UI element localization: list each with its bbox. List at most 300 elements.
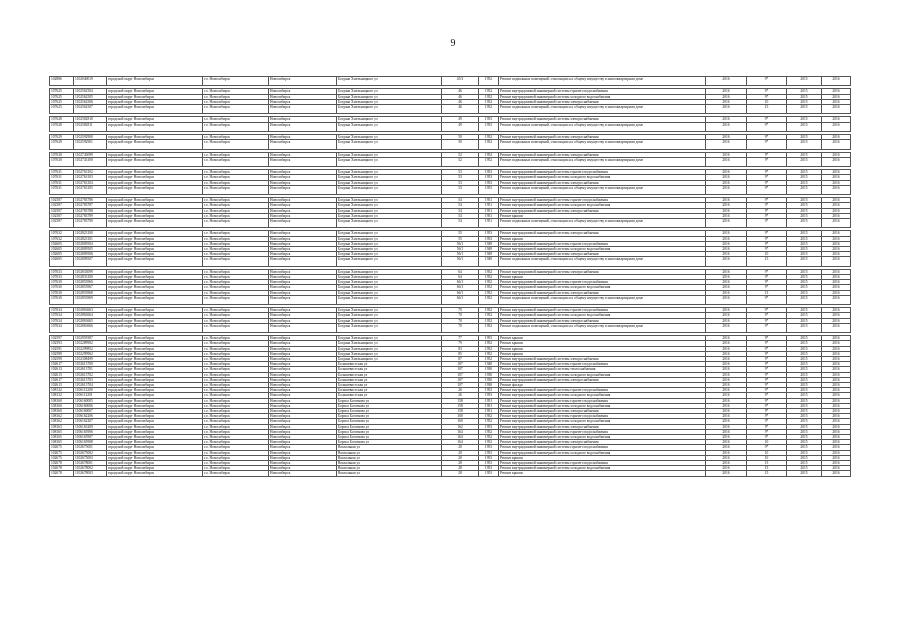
build-year-cell: 1952 — [479, 440, 499, 445]
street-cell: Богдана Хмельницкого ул — [337, 290, 442, 295]
locality-cell: Новосибирск — [269, 117, 337, 122]
street-cell: Вокзальная ул — [337, 466, 442, 471]
build-year-cell: 1940 — [479, 362, 499, 367]
build-year-cell: 1952 — [479, 285, 499, 290]
plan-year-cell: 2016 — [706, 466, 747, 471]
build-year-cell: 1953 — [479, 231, 499, 236]
record-id-cell: 107634 — [50, 323, 74, 332]
start-year-cell: 2015 — [787, 388, 822, 393]
house-number-cell: 66/1 — [442, 280, 479, 285]
municipal-district-cell: городской округ Новосибирск — [107, 213, 203, 218]
end-year-cell: 2016 — [822, 435, 851, 440]
start-year-cell: 2015 — [787, 341, 822, 346]
municipal-district-cell: городской округ Новосибирск — [107, 274, 203, 279]
end-year-cell: 2016 — [822, 377, 851, 382]
plan-year-cell: 2016 — [706, 241, 747, 246]
street-cell: Вокзальная ул — [337, 461, 442, 466]
plan-year-cell: 2016 — [706, 77, 747, 86]
street-cell: Богдана Хмельницкого ул — [337, 318, 442, 323]
municipal-district-cell: городской округ Новосибирск — [107, 393, 203, 398]
street-cell: Бориса Богаткова ул — [337, 409, 442, 414]
work-type-cell: Ремонт внутридомовой инженерной системы электроснабжения — [499, 357, 706, 362]
work-type-cell: Ремонт подвальных помещений, относящихся к общему имуществу в многоквартирном доме — [499, 122, 706, 131]
plan-year-cell: 2016 — [706, 198, 747, 203]
object-code-cell: 1102308499 — [74, 357, 107, 362]
program-table-sheet — [49, 76, 850, 477]
municipal-district-cell: городской округ Новосибирск — [107, 455, 203, 460]
record-id-cell: 107625 — [50, 105, 74, 114]
plan-year-cell: 2016 — [706, 152, 747, 157]
priority-cell: 9* — [747, 269, 787, 274]
object-code-cell: 1102678003 — [74, 471, 107, 476]
house-number-cell: 79 — [442, 341, 479, 346]
object-code-cell: 1102853968 — [74, 290, 107, 295]
start-year-cell: 2015 — [787, 185, 822, 194]
priority-cell: 9* — [747, 208, 787, 213]
locality-cell: Новосибирск — [269, 461, 337, 466]
house-number-cell: 70 — [442, 318, 479, 323]
locality-cell: Новосибирск — [269, 466, 337, 471]
end-year-cell: 2016 — [822, 152, 851, 157]
locality-cell: Новосибирск — [269, 341, 337, 346]
priority-cell: 9* — [747, 403, 787, 408]
work-type-cell: Ремонт внутридомовой инженерной системы электроснабжения — [499, 409, 706, 414]
priority-cell: 9* — [747, 213, 787, 218]
object-code-cell: 1102863665 — [74, 318, 107, 323]
house-number-cell: 55 — [442, 236, 479, 241]
build-year-cell: 1952 — [479, 308, 499, 313]
work-type-cell: Ремонт крыши — [499, 336, 706, 341]
object-code-cell: 1102582811 — [74, 122, 107, 131]
priority-cell: 9* — [747, 140, 787, 149]
house-number-cell: 107 — [442, 367, 479, 372]
priority-cell: 9* — [747, 336, 787, 341]
locality-cell: Новосибирск — [269, 351, 337, 356]
settlement-area-cell: г.о. Новосибирск — [203, 152, 269, 157]
object-code-cell: 1102562505 — [74, 94, 107, 99]
priority-cell: 9* — [747, 318, 787, 323]
municipal-district-cell: городской округ Новосибирск — [107, 105, 203, 114]
locality-cell: Новосибирск — [269, 203, 337, 208]
street-cell: Богдана Хмельницкого ул — [337, 89, 442, 94]
record-id-cell: 102587 — [50, 208, 74, 213]
record-id-cell: 102597 — [50, 336, 74, 341]
work-type-cell: Ремонт внутридомовой инженерной системы холодного водоснабжения — [499, 466, 706, 471]
priority-cell: 9* — [747, 398, 787, 403]
settlement-area-cell: г.о. Новосибирск — [203, 175, 269, 180]
settlement-area-cell: г.о. Новосибирск — [203, 269, 269, 274]
end-year-cell: 2016 — [822, 252, 851, 257]
street-cell: Богдана Хмельницкого ул — [337, 285, 442, 290]
plan-year-cell: 2016 — [706, 285, 747, 290]
settlement-area-cell: г.о. Новосибирск — [203, 409, 269, 414]
object-code-cell: 1102863666 — [74, 323, 107, 332]
plan-year-cell: 2016 — [706, 140, 747, 149]
build-year-cell: 1953 — [479, 236, 499, 241]
municipal-district-cell: городской округ Новосибирск — [107, 367, 203, 372]
settlement-area-cell: г.о. Новосибирск — [203, 280, 269, 285]
locality-cell: Новосибирск — [269, 440, 337, 445]
locality-cell: Новосибирск — [269, 269, 337, 274]
plan-year-cell: 2016 — [706, 257, 747, 266]
locality-cell: Новосибирск — [269, 295, 337, 304]
settlement-area-cell: г.о. Новосибирск — [203, 231, 269, 236]
locality-cell: Новосибирск — [269, 435, 337, 440]
plan-year-cell: 2016 — [706, 323, 747, 332]
municipal-district-cell: городской округ Новосибирск — [107, 175, 203, 180]
build-year-cell: 1952 — [479, 351, 499, 356]
plan-year-cell: 2016 — [706, 231, 747, 236]
end-year-cell: 2016 — [822, 429, 851, 434]
end-year-cell: 2016 — [822, 185, 851, 194]
locality-cell: Новосибирск — [269, 77, 337, 86]
plan-year-cell: 2016 — [706, 218, 747, 227]
table-row — [50, 218, 851, 227]
street-cell: Бориса Богаткова ул — [337, 440, 442, 445]
settlement-area-cell: г.о. Новосибирск — [203, 246, 269, 251]
object-code-cell: 1106162207 — [74, 419, 107, 424]
settlement-area-cell: г.о. Новосибирск — [203, 218, 269, 227]
settlement-area-cell: г.о. Новосибирск — [203, 257, 269, 266]
street-cell: Богдана Хмельницкого ул — [337, 175, 442, 180]
start-year-cell: 2015 — [787, 313, 822, 318]
municipal-district-cell: городской округ Новосибирск — [107, 313, 203, 318]
start-year-cell: 2015 — [787, 318, 822, 323]
municipal-district-cell: городской округ Новосибирск — [107, 450, 203, 455]
priority-cell: 9* — [747, 218, 787, 227]
settlement-area-cell: г.о. Новосибирск — [203, 357, 269, 362]
plan-year-cell: 2016 — [706, 346, 747, 351]
settlement-area-cell: г.о. Новосибирск — [203, 424, 269, 429]
plan-year-cell: 2016 — [706, 471, 747, 476]
object-code-cell: 1102959387 — [74, 336, 107, 341]
table-row — [50, 77, 851, 86]
street-cell: Богдана Хмельницкого ул — [337, 357, 442, 362]
work-type-cell: Ремонт внутридомовой инженерной системы горячего водоснабжения — [499, 198, 706, 203]
house-number-cell: 55 — [442, 231, 479, 236]
house-number-cell: 164 — [442, 435, 479, 440]
record-id-cell: 107630 — [50, 295, 74, 304]
build-year-cell: 1930 — [479, 372, 499, 377]
end-year-cell: 2016 — [822, 351, 851, 356]
settlement-area-cell: г.о. Новосибирск — [203, 213, 269, 218]
settlement-area-cell: г.о. Новосибирск — [203, 252, 269, 257]
house-number-cell: 164 — [442, 429, 479, 434]
priority-cell: 9* — [747, 94, 787, 99]
start-year-cell: 2015 — [787, 208, 822, 213]
object-code-cell: 1102833099 — [74, 269, 107, 274]
street-cell: Бориса Богаткова ул — [337, 435, 442, 440]
house-number-cell: 45/3 — [442, 77, 479, 86]
build-year-cell: 1952 — [479, 313, 499, 318]
locality-cell: Новосибирск — [269, 388, 337, 393]
work-type-cell: Ремонт внутридомовой инженерной системы горячего водоснабжения — [499, 429, 706, 434]
street-cell: Большевистская ул — [337, 367, 442, 372]
record-id-cell: 102587 — [50, 213, 74, 218]
record-id-cell: 102599 — [50, 357, 74, 362]
end-year-cell: 2016 — [822, 257, 851, 266]
build-year-cell: 1953 — [479, 455, 499, 460]
municipal-district-cell: городской округ Новосибирск — [107, 140, 203, 149]
end-year-cell: 2016 — [822, 203, 851, 208]
start-year-cell: 2015 — [787, 435, 822, 440]
record-id-cell: 107630 — [50, 157, 74, 166]
object-code-cell: 1102562507 — [74, 105, 107, 114]
street-cell: Богдана Хмельницкого ул — [337, 274, 442, 279]
settlement-area-cell: г.о. Новосибирск — [203, 450, 269, 455]
street-cell: Бориса Богаткова ул — [337, 403, 442, 408]
start-year-cell: 2015 — [787, 383, 822, 388]
locality-cell: Новосибирск — [269, 393, 337, 398]
plan-year-cell: 2016 — [706, 134, 747, 139]
settlement-area-cell: г.о. Новосибирск — [203, 362, 269, 367]
build-year-cell: 1952 — [479, 414, 499, 419]
plan-year-cell: 2016 — [706, 203, 747, 208]
build-year-cell: 1930 — [479, 383, 499, 388]
build-year-cell: 1953 — [479, 117, 499, 122]
locality-cell: Новосибирск — [269, 185, 337, 194]
record-id-cell: 102617 — [50, 377, 74, 382]
settlement-area-cell: г.о. Новосибирск — [203, 377, 269, 382]
settlement-area-cell: г.о. Новосибирск — [203, 274, 269, 279]
object-code-cell: 1102562504 — [74, 89, 107, 94]
record-id-cell: 108160 — [50, 398, 74, 403]
settlement-area-cell: г.о. Новосибирск — [203, 336, 269, 341]
record-id-cell: 102587 — [50, 198, 74, 203]
object-code-cell: 1102675002 — [74, 450, 107, 455]
end-year-cell: 2016 — [822, 440, 851, 445]
municipal-district-cell: городской округ Новосибирск — [107, 185, 203, 194]
plan-year-cell: 2016 — [706, 99, 747, 104]
build-year-cell: 1951 — [479, 208, 499, 213]
locality-cell: Новосибирск — [269, 383, 337, 388]
municipal-district-cell: городской округ Новосибирск — [107, 388, 203, 393]
record-id-cell: 108165 — [50, 435, 74, 440]
street-cell: Большевистская ул — [337, 393, 442, 398]
locality-cell: Новосибирск — [269, 134, 337, 139]
municipal-district-cell: городской округ Новосибирск — [107, 241, 203, 246]
work-type-cell: Ремонт внутридомовой инженерной системы теплоснабжения — [499, 367, 706, 372]
locality-cell: Новосибирск — [269, 336, 337, 341]
street-cell: Богдана Хмельницкого ул — [337, 218, 442, 227]
object-code-cell: 1102783786 — [74, 198, 107, 203]
settlement-area-cell: г.о. Новосибирск — [203, 445, 269, 450]
work-type-cell: Ремонт крыши — [499, 351, 706, 356]
locality-cell: Новосибирск — [269, 170, 337, 175]
municipal-district-cell: городской округ Новосибирск — [107, 122, 203, 131]
locality-cell: Новосибирск — [269, 274, 337, 279]
work-type-cell: Ремонт крыши — [499, 471, 706, 476]
work-type-cell: Ремонт крыши — [499, 455, 706, 460]
street-cell: Вокзальная ул — [337, 450, 442, 455]
street-cell: Богдана Хмельницкого ул — [337, 208, 442, 213]
work-type-cell: Ремонт подвальных помещений, относящихся к общему имуществу в многоквартирном доме — [499, 105, 706, 114]
record-id-cell: 102591 — [50, 346, 74, 351]
object-code-cell: 1106113200 — [74, 388, 107, 393]
build-year-cell: 1952 — [479, 295, 499, 304]
locality-cell: Новосибирск — [269, 419, 337, 424]
object-code-cell: 1102853969 — [74, 295, 107, 304]
build-year-cell: 1952 — [479, 99, 499, 104]
plan-year-cell: 2016 — [706, 308, 747, 313]
priority-cell: 9* — [747, 323, 787, 332]
start-year-cell: 2015 — [787, 377, 822, 382]
end-year-cell: 2016 — [822, 290, 851, 295]
locality-cell: Новосибирск — [269, 257, 337, 266]
end-year-cell: 2016 — [822, 94, 851, 99]
municipal-district-cell: городской округ Новосибирск — [107, 94, 203, 99]
work-type-cell: Ремонт внутридомовой инженерной системы электроснабжения — [499, 231, 706, 236]
locality-cell: Новосибирск — [269, 372, 337, 377]
record-id-cell: 107633 — [50, 269, 74, 274]
municipal-district-cell: городской округ Новосибирск — [107, 377, 203, 382]
locality-cell: Новосибирск — [269, 414, 337, 419]
record-id-cell: 102613 — [50, 383, 74, 388]
municipal-district-cell: городской округ Новосибирск — [107, 170, 203, 175]
settlement-area-cell: г.о. Новосибирск — [203, 236, 269, 241]
priority-cell: 10 — [747, 440, 787, 445]
locality-cell: Новосибирск — [269, 318, 337, 323]
start-year-cell: 2015 — [787, 440, 822, 445]
record-id-cell: 102587 — [50, 218, 74, 227]
priority-cell: 10 — [747, 450, 787, 455]
object-code-cell: 1102592900 — [74, 134, 107, 139]
work-type-cell: Ремонт внутридомовой инженерной системы электроснабжения — [499, 269, 706, 274]
municipal-district-cell: городской округ Новосибирск — [107, 99, 203, 104]
settlement-area-cell: г.о. Новосибирск — [203, 308, 269, 313]
plan-year-cell: 2016 — [706, 94, 747, 99]
start-year-cell: 2015 — [787, 336, 822, 341]
plan-year-cell: 2016 — [706, 429, 747, 434]
plan-year-cell: 2016 — [706, 170, 747, 175]
priority-cell: 9* — [747, 185, 787, 194]
work-type-cell: Ремонт подвальных помещений, относящихся к общему имуществу в многоквартирном доме — [499, 295, 706, 304]
record-id-cell: 108162 — [50, 419, 74, 424]
plan-year-cell: 2016 — [706, 440, 747, 445]
house-number-cell: 28 — [442, 466, 479, 471]
start-year-cell: 2015 — [787, 357, 822, 362]
plan-year-cell: 2016 — [706, 280, 747, 285]
work-type-cell: Ремонт подвальных помещений, относящихся к общему имуществу в многоквартирном доме — [499, 157, 706, 166]
settlement-area-cell: г.о. Новосибирск — [203, 105, 269, 114]
work-type-cell: Ремонт внутридомовой инженерной системы горячего водоснабжения — [499, 461, 706, 466]
street-cell: Богдана Хмельницкого ул — [337, 269, 442, 274]
end-year-cell: 2016 — [822, 461, 851, 466]
start-year-cell: 2015 — [787, 323, 822, 332]
priority-cell: 9* — [747, 274, 787, 279]
priority-cell: 9* — [747, 377, 787, 382]
locality-cell: Новосибирск — [269, 105, 337, 114]
municipal-district-cell: городской округ Новосибирск — [107, 336, 203, 341]
table-row — [50, 471, 851, 476]
house-number-cell: 158 — [442, 409, 479, 414]
house-number-cell: 54 — [442, 213, 479, 218]
municipal-district-cell: городской округ Новосибирск — [107, 257, 203, 266]
end-year-cell: 2016 — [822, 269, 851, 274]
work-type-cell: Ремонт внутридомовой инженерной системы горячего водоснабжения — [499, 445, 706, 450]
settlement-area-cell: г.о. Новосибирск — [203, 403, 269, 408]
end-year-cell: 2016 — [822, 398, 851, 403]
record-id-cell: 108160 — [50, 403, 74, 408]
record-id-cell: 107631 — [50, 185, 74, 194]
work-type-cell: Ремонт внутридомовой инженерной системы горячего водоснабжения — [499, 362, 706, 367]
priority-cell: 15 — [747, 105, 787, 114]
street-cell: Большевистская ул — [337, 383, 442, 388]
object-code-cell: 1102743099 — [74, 152, 107, 157]
settlement-area-cell: г.о. Новосибирск — [203, 313, 269, 318]
plan-year-cell: 2016 — [706, 409, 747, 414]
object-code-cell: 1102613703 — [74, 377, 107, 382]
object-code-cell: 1102823101 — [74, 236, 107, 241]
end-year-cell: 2016 — [822, 318, 851, 323]
priority-cell: 13 — [747, 290, 787, 295]
locality-cell: Новосибирск — [269, 231, 337, 236]
plan-year-cell: 2016 — [706, 377, 747, 382]
plan-year-cell: 2016 — [706, 383, 747, 388]
record-id-cell: 107630 — [50, 290, 74, 295]
build-year-cell: 1951 — [479, 218, 499, 227]
municipal-district-cell: городской округ Новосибирск — [107, 362, 203, 367]
start-year-cell: 2015 — [787, 236, 822, 241]
street-cell: Богдана Хмельницкого ул — [337, 341, 442, 346]
priority-cell: 15 — [747, 466, 787, 471]
start-year-cell: 2015 — [787, 274, 822, 279]
end-year-cell: 2016 — [822, 89, 851, 94]
start-year-cell: 2015 — [787, 351, 822, 356]
house-number-cell: 83 — [442, 346, 479, 351]
locality-cell: Новосибирск — [269, 99, 337, 104]
municipal-district-cell: городской округ Новосибирск — [107, 403, 203, 408]
house-number-cell: 46 — [442, 94, 479, 99]
house-number-cell: 28 — [442, 461, 479, 466]
object-code-cell: 1102678001 — [74, 461, 107, 466]
start-year-cell: 2015 — [787, 285, 822, 290]
record-id-cell: 108132 — [50, 393, 74, 398]
street-cell: Богдана Хмельницкого ул — [337, 99, 442, 104]
settlement-area-cell: г.о. Новосибирск — [203, 241, 269, 246]
build-year-cell: 1953 — [479, 170, 499, 175]
end-year-cell: 2016 — [822, 471, 851, 476]
end-year-cell: 2016 — [822, 295, 851, 304]
municipal-district-cell: городской округ Новосибирск — [107, 152, 203, 157]
municipal-district-cell: городской округ Новосибирск — [107, 357, 203, 362]
start-year-cell: 2015 — [787, 77, 822, 86]
priority-cell: 9* — [747, 285, 787, 290]
work-type-cell: Ремонт внутридомовой инженерной системы горячего водоснабжения — [499, 241, 706, 246]
build-year-cell: 1949 — [479, 252, 499, 257]
object-code-cell: 1106165908 — [74, 440, 107, 445]
work-type-cell: Ремонт внутридомовой инженерной системы холодного водоснабжения — [499, 175, 706, 180]
build-year-cell: 1951 — [479, 398, 499, 403]
end-year-cell: 2016 — [822, 367, 851, 372]
record-id-cell: 107634 — [50, 308, 74, 313]
work-type-cell: Ремонт внутридомовой инженерной системы электроснабжения — [499, 180, 706, 185]
priority-cell: 9* — [747, 341, 787, 346]
priority-cell: 9* — [747, 134, 787, 139]
settlement-area-cell: г.о. Новосибирск — [203, 398, 269, 403]
house-number-cell: 52 — [442, 152, 479, 157]
house-number-cell: 46 — [442, 89, 479, 94]
house-number-cell: 20 — [442, 455, 479, 460]
start-year-cell: 2015 — [787, 295, 822, 304]
start-year-cell: 2015 — [787, 367, 822, 372]
plan-year-cell: 2016 — [706, 274, 747, 279]
work-type-cell: Ремонт внутридомовой инженерной системы электроснабжения — [499, 252, 706, 257]
settlement-area-cell: г.о. Новосибирск — [203, 134, 269, 139]
work-type-cell: Ремонт внутридомовой инженерной системы холодного водоснабжения — [499, 393, 706, 398]
street-cell: Богдана Хмельницкого ул — [337, 308, 442, 313]
object-code-cell: 1102040019 — [74, 77, 107, 86]
